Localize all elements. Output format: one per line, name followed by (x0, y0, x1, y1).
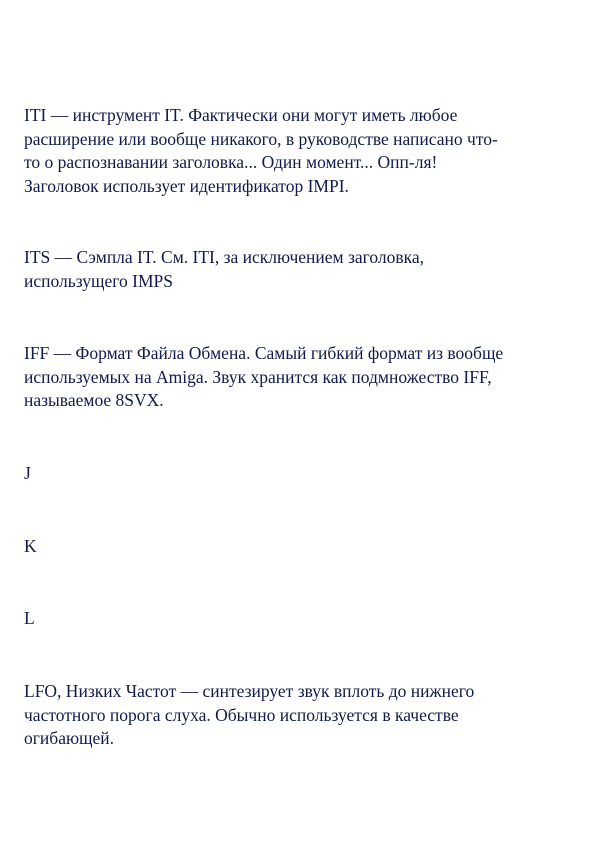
glossary-entry-iti (24, 104, 572, 198)
entry-line: частотного порога слуха. Обычно используется в качестве (24, 704, 459, 725)
section-letter-j: J (24, 463, 31, 483)
glossary-entry-iff (24, 342, 572, 413)
entry-line: LFO, Низких Частот — синтезирует звук вплоть до нижнего (24, 681, 475, 701)
section-letter-l: L (24, 608, 35, 628)
section-letter-k: K (24, 536, 37, 556)
entry-line: то о распознавании заголовка... Один момент... Опп-ля! (24, 152, 438, 172)
glossary-entry-its (24, 246, 572, 293)
entry-line: используемых на Amiga. Звук хранится как подмножество IFF, (24, 366, 492, 387)
entry-line: IFF — Формат Файла Обмена. Самый гибкий формат из вообще (24, 343, 504, 363)
entry-line: огибающей. (24, 728, 115, 748)
entry-line: Заголовок использует идентификатор IMPI. (24, 175, 349, 196)
entry-line: использущего IMPS (24, 270, 173, 291)
entry-line: ITS — Сэмпла IT. См. ITI, за исключением заголовка, (24, 247, 425, 267)
entry-line: называемое 8SVX. (24, 390, 164, 410)
glossary-entry-lfo (24, 680, 572, 751)
entry-line: расширение или вообще никакого, в руководстве написано что- (24, 128, 498, 149)
entry-line: ITI — инструмент IT. Фактически они могут иметь любое (24, 105, 458, 125)
